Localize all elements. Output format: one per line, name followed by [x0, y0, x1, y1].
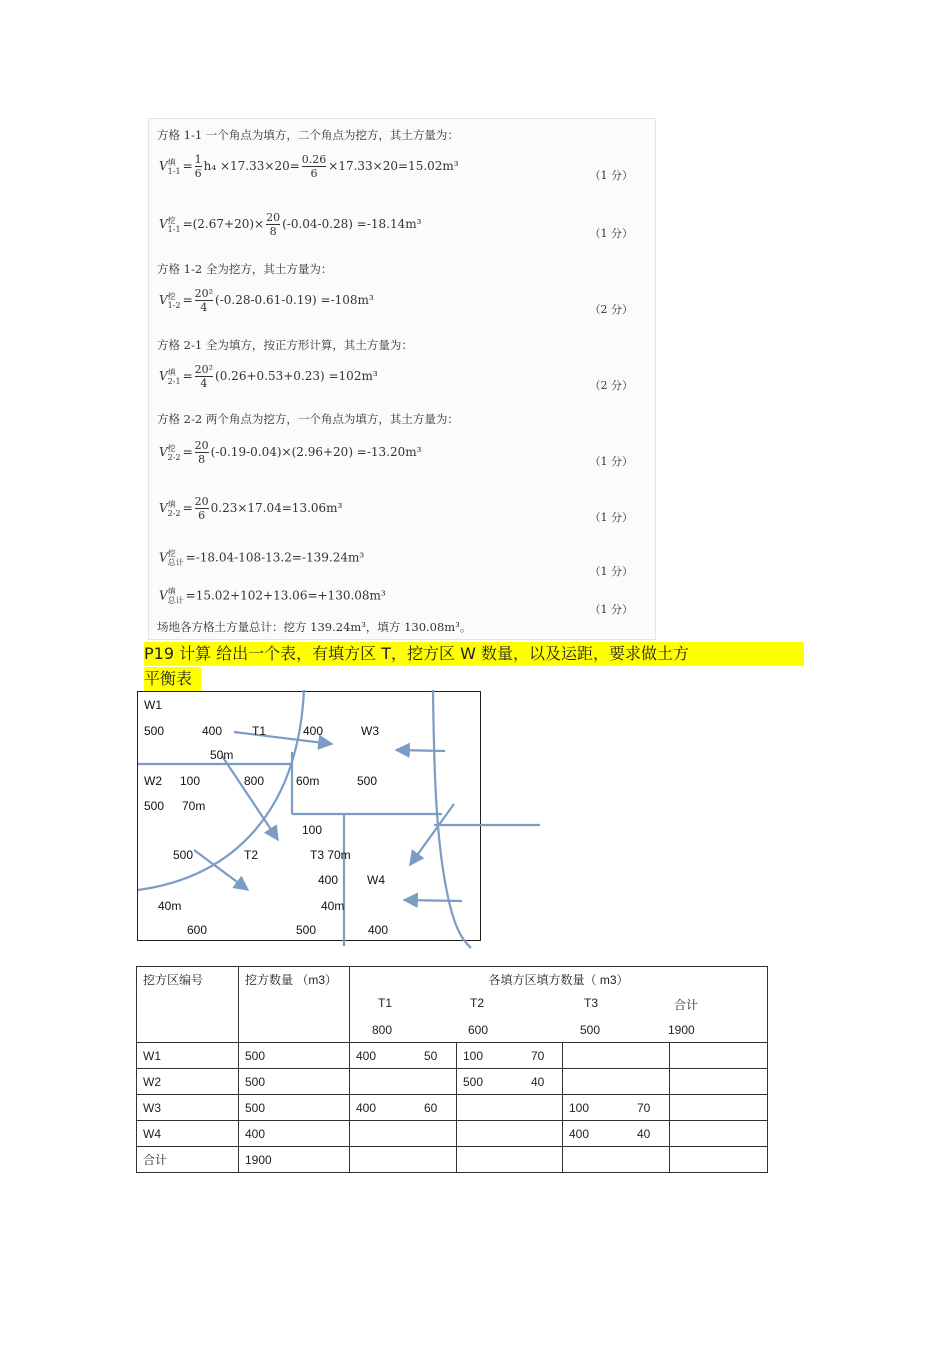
cell-t2 — [457, 1147, 563, 1173]
diagram-label: 100 — [180, 774, 201, 788]
solution-formula: V 填 总计 =15.02+102+13.06=+130.08m³ — [159, 587, 386, 605]
cell-t2: 100 70 — [457, 1043, 563, 1069]
diagram-label: 500 — [144, 724, 165, 738]
cell-total — [670, 1095, 768, 1121]
diagram-label: 500 — [357, 774, 378, 788]
diagram-label: T2 — [244, 848, 259, 862]
score-note: （2 分） — [589, 303, 633, 316]
diagram-label: 100 — [302, 823, 323, 837]
header-fill-group: 各填方区填方数量（ m3） — [350, 967, 768, 993]
arrow-w2-t2 — [222, 756, 278, 840]
diagram-label: W1 — [144, 698, 162, 712]
fill-zone-t1: T1 — [378, 996, 393, 1010]
table-row — [137, 1147, 768, 1173]
score-note: （1 分） — [589, 603, 633, 616]
diagram-lines — [138, 692, 538, 962]
arrow-w4-t3 — [404, 900, 462, 901]
cell-zone-id: W1 — [137, 1043, 239, 1069]
diagram-label: 40m — [321, 899, 345, 913]
table-row — [137, 1121, 768, 1147]
diagram-label: 400 — [303, 724, 324, 738]
diagram-label: 40m — [158, 899, 182, 913]
diagram-label: T1 — [252, 724, 267, 738]
solution-formula: V 填 1-1 = $\frac{1}{6}$ h₄ ×17.33×20= $\frac{0.26}{6}$ ×17.33×20=15.02m³ — [159, 153, 459, 180]
cell-t1 — [350, 1069, 457, 1095]
cell-total — [670, 1069, 768, 1095]
cell-t1: 400 50 — [350, 1043, 457, 1069]
cell-t2 — [457, 1121, 563, 1147]
fill-total-all: 1900 — [668, 1022, 695, 1037]
diagram-label: 400 — [202, 724, 223, 738]
fill-zone-t2: T2 — [470, 996, 485, 1010]
region-arc — [138, 690, 304, 890]
diagram-label: W3 — [361, 724, 379, 738]
score-note: （1 分） — [589, 169, 633, 182]
solution-heading: 方格 1-2 全为挖方，其土方量为： — [157, 262, 333, 276]
score-note: （2 分） — [589, 379, 633, 392]
solution-formula: V 填 2-1 = $\frac{\text{20²}}{4}$ (0.26+0.53+0.23) =102m³ — [159, 363, 378, 390]
cell-zone-id: W3 — [137, 1095, 239, 1121]
cell-t3 — [563, 1147, 670, 1173]
earthwork-diagram — [137, 691, 481, 941]
scanned-solution-image — [148, 118, 656, 640]
solution-heading: 场地各方格土方量总计：挖方 139.24m³，填方 130.08m³。 — [157, 620, 472, 634]
cell-t2: 500 40 — [457, 1069, 563, 1095]
cell-quantity: 500 — [239, 1095, 350, 1121]
cell-t3: 100 70 — [563, 1095, 670, 1121]
solution-formula: V 挖 1-2 = $\frac{\text{20²}}{4}$ (-0.28-0.61-0.19) =-108m³ — [159, 287, 374, 314]
solution-heading: 方格 1-1 一个角点为填方，二个角点为挖方，其土方量为： — [157, 128, 459, 142]
score-note: （1 分） — [589, 455, 633, 468]
score-note: （1 分） — [589, 227, 633, 240]
question-line-2: 平衡表 — [144, 667, 201, 691]
table-row — [137, 1069, 768, 1095]
solution-formula: V 填 2-2 = $\frac{20}{6}$ 0.23×17.04=13.06m³ — [159, 495, 343, 522]
fill-total-t2: 600 — [468, 1022, 489, 1037]
cell-zone-id: W2 — [137, 1069, 239, 1095]
cell-quantity: 500 — [239, 1069, 350, 1095]
diagram-label: 400 — [368, 923, 389, 937]
earthwork-balance-table — [136, 966, 768, 1173]
cell-zone-id: W4 — [137, 1121, 239, 1147]
fill-zone-total: 合计 — [674, 998, 699, 1012]
table-row — [137, 1095, 768, 1121]
table-header-row — [137, 967, 768, 993]
header-cut-zone-id: 挖方区编号 — [137, 967, 239, 1043]
diagram-label: 500 — [144, 799, 165, 813]
score-note: （1 分） — [589, 565, 633, 578]
cell-quantity: 500 — [239, 1043, 350, 1069]
diagram-label: 60m — [296, 774, 320, 788]
fill-zone-t3: T3 — [584, 996, 599, 1010]
solution-heading: 方格 2-1 全为填方，按正方形计算，其土方量为： — [157, 338, 413, 352]
question-line-1: P19 计算 给出一个表，有填方区 T，挖方区 W 数量，以及运距，要求做土方 — [144, 642, 804, 666]
region-curve-right — [433, 690, 471, 948]
cell-total — [670, 1043, 768, 1069]
diagram-label: W2 — [144, 774, 162, 788]
diagram-label: 400 — [318, 873, 339, 887]
diagram-label: W4 — [367, 873, 385, 887]
cell-total — [670, 1147, 768, 1173]
cell-t1 — [350, 1121, 457, 1147]
diagram-label: 800 — [244, 774, 265, 788]
solution-formula: V 挖 总计 =-18.04-108-13.2=-139.24m³ — [159, 549, 365, 567]
fill-zone-totals — [350, 1023, 767, 1037]
header-cut-quantity: 挖方数量 （m3） — [239, 967, 350, 1043]
cell-t3 — [563, 1043, 670, 1069]
table-body — [137, 1043, 768, 1173]
cell-t3: 400 40 — [563, 1121, 670, 1147]
diagram-label: T3 70m — [310, 848, 351, 862]
cell-t3 — [563, 1069, 670, 1095]
solution-formula: V 挖 2-2 = $\frac{20}{8}$ (-0.19-0.04)×(2.96+20) =-13.20m³ — [159, 439, 422, 466]
fill-total-t1: 800 — [372, 1022, 393, 1037]
table-row — [137, 1043, 768, 1069]
cell-t2 — [457, 1095, 563, 1121]
cell-t1: 400 60 — [350, 1095, 457, 1121]
cell-t1 — [350, 1147, 457, 1173]
diagram-label: 70m — [182, 799, 206, 813]
solution-formula: V 挖 1-1 =(2.67+20)× $\frac{20}{8}$ (-0.04-0.28) =-18.14m³ — [159, 211, 422, 238]
arrow-w3-t1 — [396, 750, 445, 751]
cell-zone-id: 合计 — [137, 1147, 239, 1173]
diagram-label: 600 — [187, 923, 208, 937]
fill-zone-names — [350, 996, 767, 1013]
diagram-label: 500 — [173, 848, 194, 862]
cell-total — [670, 1121, 768, 1147]
diagram-label: 50m — [210, 748, 234, 762]
cell-quantity: 400 — [239, 1121, 350, 1147]
fill-total-t3: 500 — [580, 1022, 601, 1037]
diagram-label: 500 — [296, 923, 317, 937]
solution-heading: 方格 2-2 两个角点为挖方，一个角点为填方，其土方量为： — [157, 412, 459, 426]
cell-quantity: 1900 — [239, 1147, 350, 1173]
score-note: （1 分） — [589, 511, 633, 524]
